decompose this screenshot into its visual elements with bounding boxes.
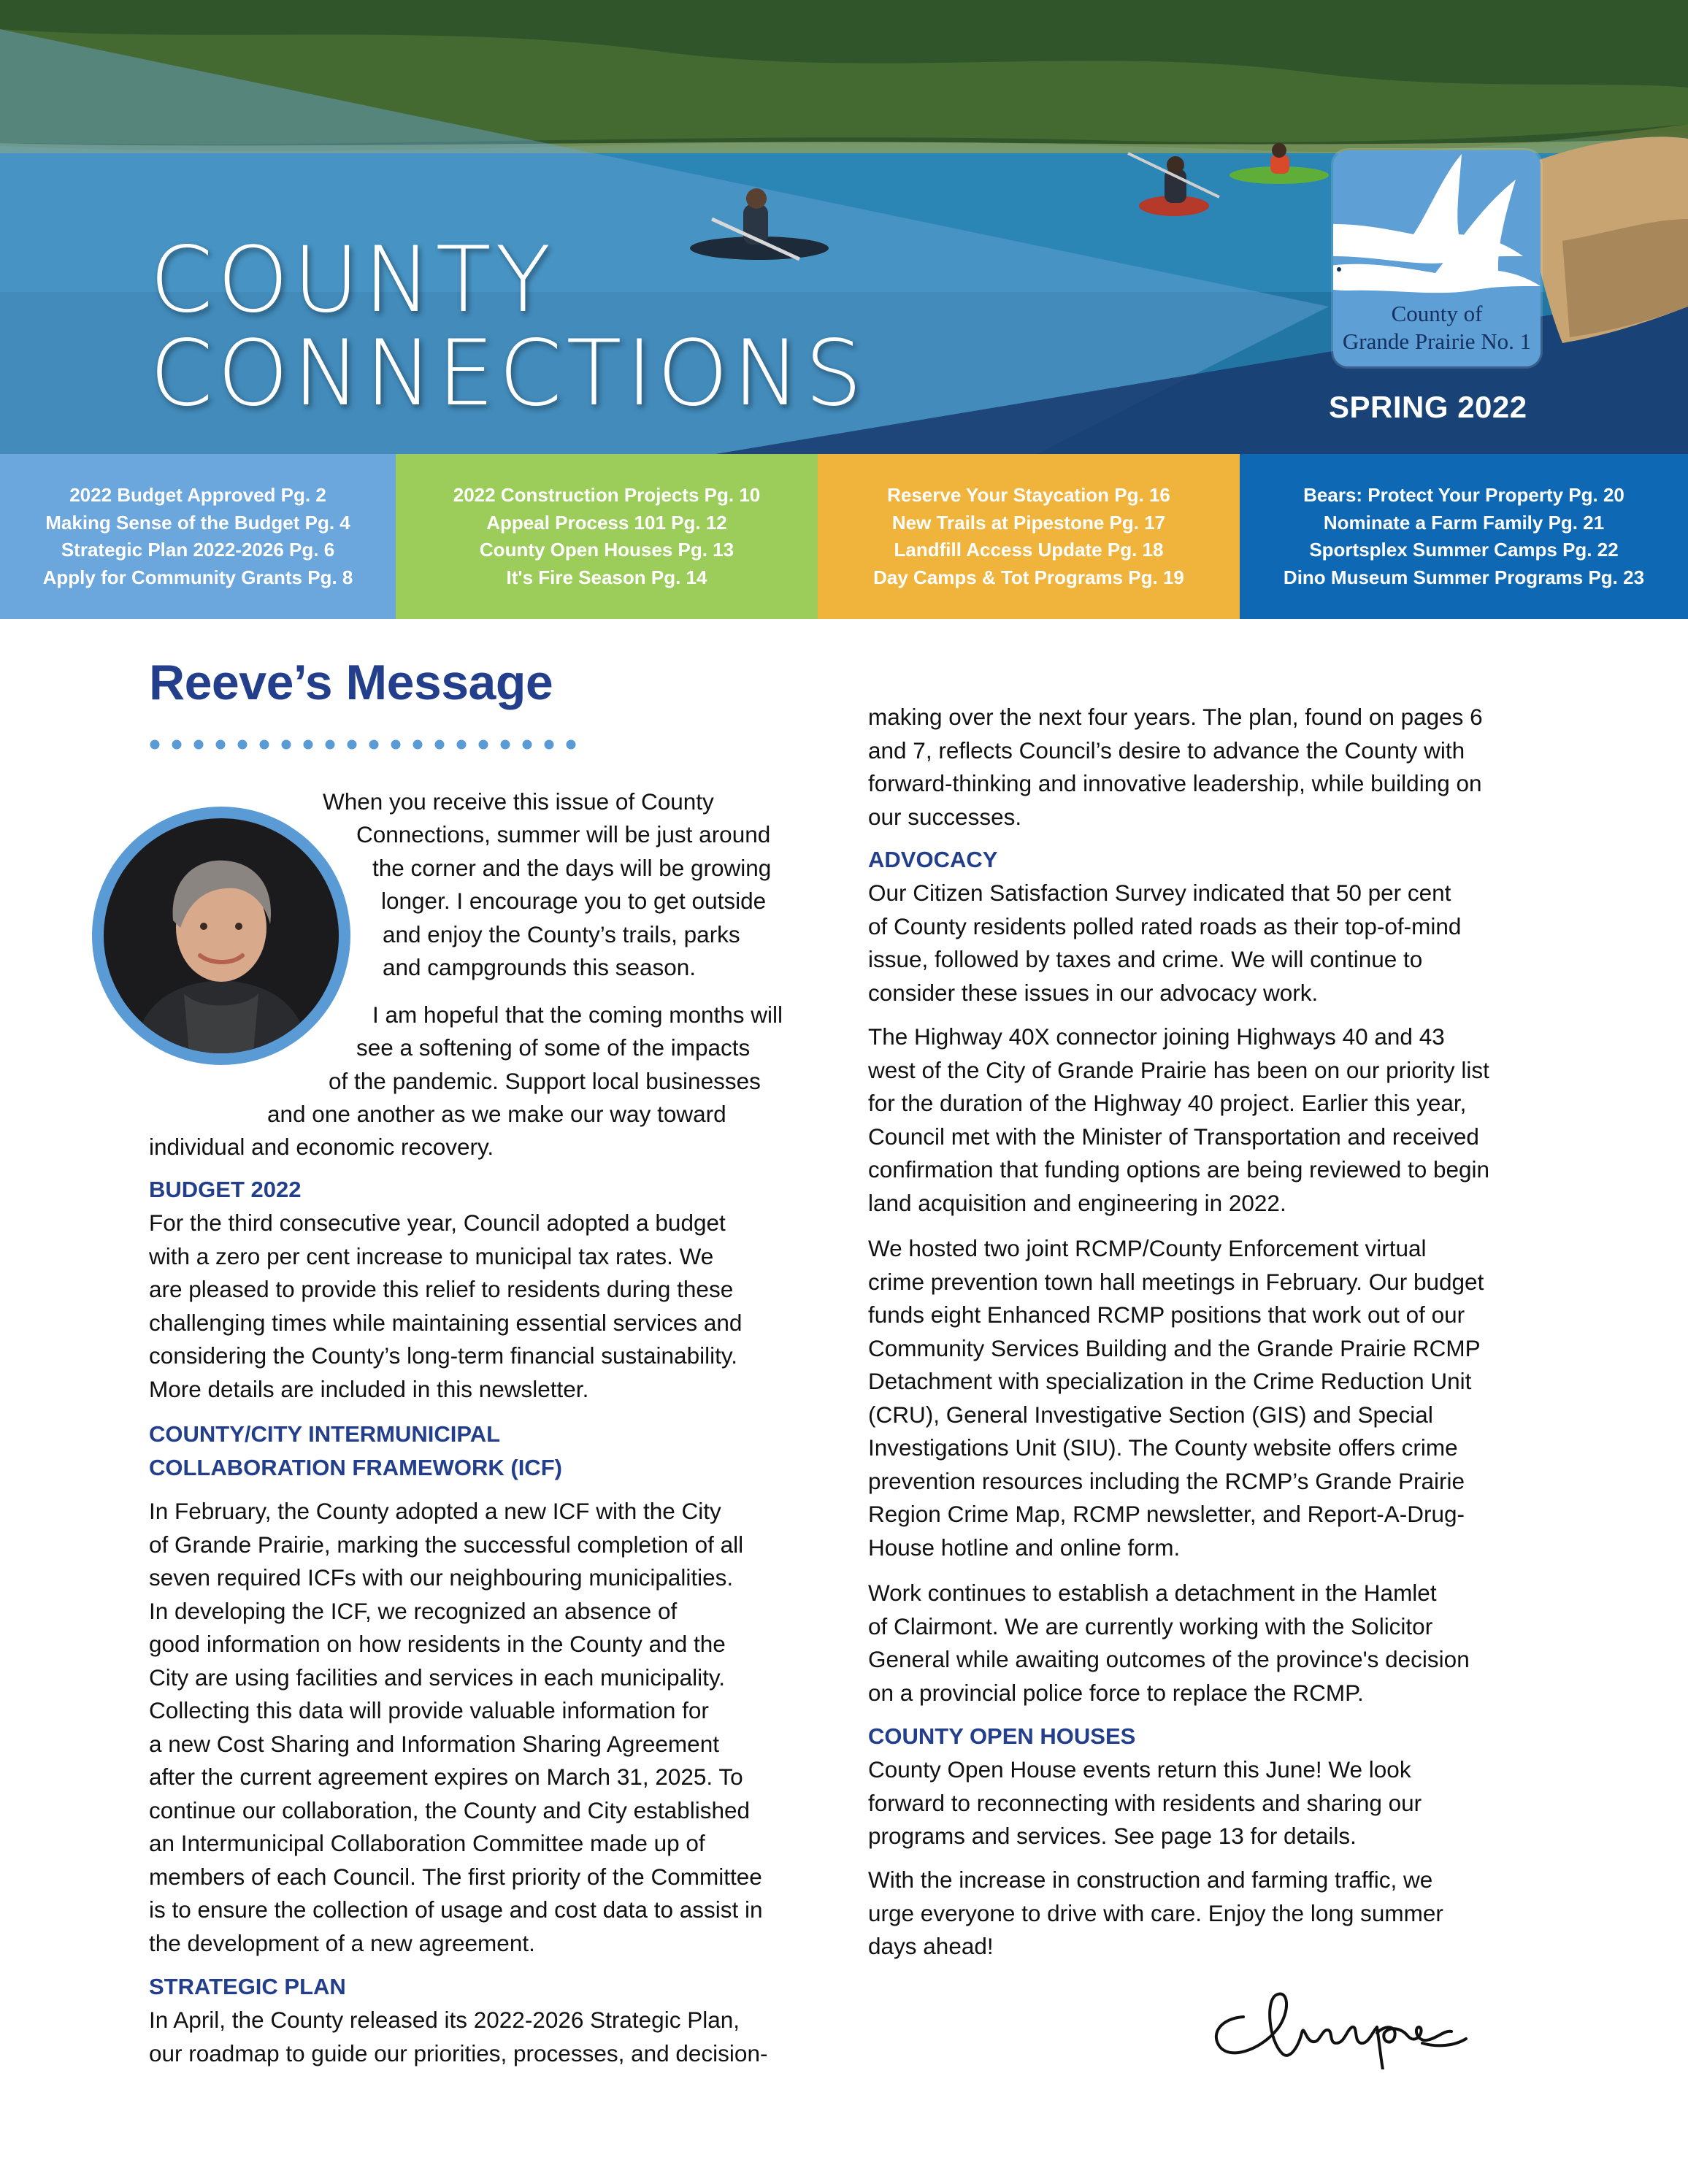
hope-line: of the pandemic. Support local businesses bbox=[329, 1068, 761, 1094]
contents-item: Reserve Your Staycation Pg. 16 bbox=[887, 484, 1170, 506]
hope-line: individual and economic recovery. bbox=[149, 1134, 494, 1160]
logo-org-line-1: County of bbox=[1391, 301, 1483, 326]
contents-item: 2022 Construction Projects Pg. 10 bbox=[453, 484, 761, 506]
contents-band bbox=[0, 454, 1688, 619]
budget-line: challenging times while maintaining essential services and bbox=[149, 1309, 743, 1336]
icf-line: a new Cost Sharing and Information Sharing Agreement bbox=[149, 1730, 719, 1757]
clairmont-line: Work continues to establish a detachment in the Hamlet bbox=[868, 1580, 1437, 1606]
county-logo bbox=[1333, 150, 1541, 366]
rcmp-line: (CRU), General Investigative Section (GIS) and Special bbox=[868, 1401, 1433, 1428]
icf-line: an Intermunicipal Collaboration Committee made up of bbox=[149, 1830, 705, 1856]
contents-block-4 bbox=[1240, 454, 1688, 619]
divider-dot bbox=[479, 740, 488, 750]
closing-line: With the increase in construction and farming traffic, we bbox=[868, 1866, 1433, 1893]
divider-dot bbox=[523, 740, 532, 750]
highway-line: land acquisition and engineering in 2022. bbox=[868, 1189, 1286, 1216]
divider-dot bbox=[216, 740, 226, 750]
dotted-divider bbox=[149, 736, 587, 753]
section-heading-open-houses: COUNTY OPEN HOUSES bbox=[868, 1723, 1136, 1749]
open-houses-line: forward to reconnecting with residents and sharing our bbox=[868, 1789, 1422, 1816]
highway-line: for the duration of the Highway 40 project. Earlier this year, bbox=[868, 1090, 1467, 1116]
reeve-portrait bbox=[92, 807, 350, 1065]
contents-item: Appeal Process 101 Pg. 12 bbox=[486, 511, 727, 534]
clairmont-line: General while awaiting outcomes of the province's decision bbox=[868, 1646, 1470, 1672]
icf-line: City are using facilities and services in each municipality. bbox=[149, 1664, 726, 1691]
divider-dot bbox=[304, 740, 313, 750]
highway-line: west of the City of Grande Prairie has been on our priority list bbox=[868, 1056, 1489, 1083]
strategic-line: making over the next four years. The plan, found on pages 6 bbox=[868, 704, 1483, 730]
open-houses-line: County Open House events return this June! We look bbox=[868, 1756, 1411, 1783]
strategic-line: In April, the County released its 2022-2026 Strategic Plan, bbox=[149, 2007, 740, 2033]
budget-line: For the third consecutive year, Council adopted a budget bbox=[149, 1210, 726, 1236]
divider-dot bbox=[260, 740, 269, 750]
strategic-line: forward-thinking and innovative leadership, while building on bbox=[868, 770, 1482, 796]
advocacy-line: Our Citizen Satisfaction Survey indicated that 50 per cent bbox=[868, 880, 1451, 906]
strategic-line: our roadmap to guide our priorities, processes, and decision- bbox=[149, 2039, 768, 2066]
divider-dot bbox=[194, 740, 204, 750]
hope-line: and one another as we make our way toward bbox=[267, 1101, 726, 1127]
icf-line: of Grande Prairie, marking the successful completion of all bbox=[149, 1531, 744, 1558]
advocacy-line: issue, followed by taxes and crime. We will continue to bbox=[868, 946, 1423, 972]
divider-dot bbox=[172, 740, 182, 750]
open-houses-line: programs and services. See page 13 for details. bbox=[868, 1823, 1357, 1849]
budget-line: considering the County’s long-term financial sustainability. bbox=[149, 1342, 738, 1369]
contents-item: County Open Houses Pg. 13 bbox=[479, 539, 734, 561]
masthead bbox=[0, 0, 1688, 454]
divider-dot bbox=[326, 740, 335, 750]
icf-line: members of each Council. The first priority of the Committee bbox=[149, 1863, 762, 1890]
rcmp-line: Detachment with specialization in the Crime Reduction Unit bbox=[868, 1368, 1472, 1394]
budget-line: with a zero per cent increase to municipal tax rates. We bbox=[149, 1242, 714, 1269]
intro-line: longer. I encourage you to get outside bbox=[381, 888, 767, 914]
contents-item: It's Fire Season Pg. 14 bbox=[506, 566, 707, 588]
closing-line: urge everyone to drive with care. Enjoy the long summer bbox=[868, 1899, 1443, 1926]
contents-item: Making Sense of the Budget Pg. 4 bbox=[45, 511, 350, 534]
rcmp-line: Investigations Unit (SIU). The County website offers crime bbox=[868, 1434, 1458, 1461]
divider-dot bbox=[545, 740, 554, 750]
intro-line: When you receive this issue of County bbox=[323, 788, 714, 815]
contents-block-1 bbox=[0, 454, 396, 619]
contents-block-2 bbox=[396, 454, 818, 619]
rcmp-line: funds eight Enhanced RCMP positions that work out of our bbox=[868, 1301, 1465, 1328]
title-line-1: COUNTY bbox=[150, 228, 556, 333]
budget-line: are pleased to provide this relief to residents during these bbox=[149, 1276, 734, 1302]
contents-item: Strategic Plan 2022-2026 Pg. 6 bbox=[61, 539, 335, 561]
intro-line: the corner and the days will be growing bbox=[372, 855, 772, 881]
rcmp-line: Community Services Building and the Grande Prairie RCMP bbox=[868, 1334, 1481, 1361]
divider-dot bbox=[150, 740, 160, 750]
title-line-2: CONNECTIONS bbox=[150, 321, 867, 426]
contents-item: Dino Museum Summer Programs Pg. 23 bbox=[1283, 566, 1645, 588]
rcmp-line: crime prevention town hall meetings in February. Our budget bbox=[868, 1268, 1484, 1295]
section-heading-icf: COLLABORATION FRAMEWORK (ICF) bbox=[149, 1455, 562, 1480]
contents-item: 2022 Budget Approved Pg. 2 bbox=[69, 484, 326, 506]
rcmp-line: House hotline and online form. bbox=[868, 1534, 1181, 1561]
highway-line: confirmation that funding options are being reviewed to begin bbox=[868, 1156, 1490, 1183]
divider-dot bbox=[567, 740, 576, 750]
edition-label: SPRING 2022 bbox=[1329, 390, 1527, 424]
contents-item: Sportsplex Summer Camps Pg. 22 bbox=[1309, 539, 1619, 561]
section-heading-strategic: STRATEGIC PLAN bbox=[149, 1974, 346, 1999]
hope-line: I am hopeful that the coming months will bbox=[372, 1001, 783, 1028]
contents-item: Apply for Community Grants Pg. 8 bbox=[42, 566, 353, 588]
rcmp-line: We hosted two joint RCMP/County Enforcement virtual bbox=[868, 1235, 1427, 1261]
divider-dot bbox=[391, 740, 401, 750]
geese-icon bbox=[1333, 150, 1541, 296]
hope-line: see a softening of some of the impacts bbox=[356, 1034, 751, 1061]
section-heading-advocacy: ADVOCACY bbox=[868, 847, 998, 872]
divider-dot bbox=[413, 740, 423, 750]
icf-line: In developing the ICF, we recognized an absence of bbox=[149, 1597, 678, 1624]
contents-item: Day Camps & Tot Programs Pg. 19 bbox=[873, 566, 1184, 588]
icf-line: seven required ICFs with our neighbouring municipalities. bbox=[149, 1564, 734, 1591]
strategic-line: our successes. bbox=[868, 803, 1022, 830]
clairmont-line: on a provincial police force to replace the RCMP. bbox=[868, 1679, 1364, 1706]
intro-line: and enjoy the County’s trails, parks bbox=[383, 921, 740, 947]
rcmp-line: prevention resources including the RCMP’s Grande Prairie bbox=[868, 1467, 1465, 1494]
logo-org-line-2: Grande Prairie No. 1 bbox=[1342, 328, 1532, 354]
divider-dot bbox=[435, 740, 445, 750]
icf-line: continue our collaboration, the County and City established bbox=[149, 1796, 751, 1823]
strategic-line: and 7, reflects Council’s desire to advance the County with bbox=[868, 737, 1465, 764]
contents-item: New Trails at Pipestone Pg. 17 bbox=[891, 511, 1166, 534]
divider-dot bbox=[348, 740, 357, 750]
intro-line: Connections, summer will be just around bbox=[356, 821, 771, 847]
divider-dot bbox=[238, 740, 248, 750]
advocacy-line: consider these issues in our advocacy work. bbox=[868, 979, 1319, 1006]
rcmp-line: Region Crime Map, RCMP newsletter, and Report-A-Drug- bbox=[868, 1501, 1465, 1527]
section-heading-icf: COUNTY/CITY INTERMUNICIPAL bbox=[149, 1421, 501, 1447]
closing-line: days ahead! bbox=[868, 1933, 994, 1959]
divider-dot bbox=[457, 740, 467, 750]
icf-line: the development of a new agreement. bbox=[149, 1929, 535, 1956]
icf-line: In February, the County adopted a new ICF with the City bbox=[149, 1498, 721, 1524]
divider-dot bbox=[282, 740, 291, 750]
highway-line: The Highway 40X connector joining Highways 40 and 43 bbox=[868, 1023, 1445, 1050]
signature bbox=[1203, 1960, 1495, 2069]
highway-line: Council met with the Minister of Transportation and received bbox=[868, 1123, 1479, 1150]
article-heading: Reeve’s Message bbox=[149, 655, 553, 710]
contents-block-3 bbox=[818, 454, 1240, 619]
portrait-photo bbox=[104, 818, 339, 1053]
contents-item: Bears: Protect Your Property Pg. 20 bbox=[1303, 484, 1624, 506]
divider-dot bbox=[369, 740, 379, 750]
icf-line: is to ensure the collection of usage and cost data to assist in bbox=[149, 1896, 763, 1923]
intro-line: and campgrounds this season. bbox=[383, 954, 697, 980]
divider-dot bbox=[501, 740, 510, 750]
budget-line: More details are included in this newsletter. bbox=[149, 1375, 589, 1402]
clairmont-line: of Clairmont. We are currently working with the Solicitor bbox=[868, 1612, 1433, 1639]
icf-line: Collecting this data will provide valuable information for bbox=[149, 1697, 709, 1723]
advocacy-line: of County residents polled rated roads as their top-of-mind bbox=[868, 912, 1462, 939]
contents-item: Nominate a Farm Family Pg. 21 bbox=[1323, 511, 1605, 534]
icf-line: good information on how residents in the County and the bbox=[149, 1631, 726, 1657]
icf-line: after the current agreement expires on March 31, 2025. To bbox=[149, 1764, 743, 1790]
section-heading-budget: BUDGET 2022 bbox=[149, 1177, 302, 1202]
contents-item: Landfill Access Update Pg. 18 bbox=[894, 539, 1164, 561]
